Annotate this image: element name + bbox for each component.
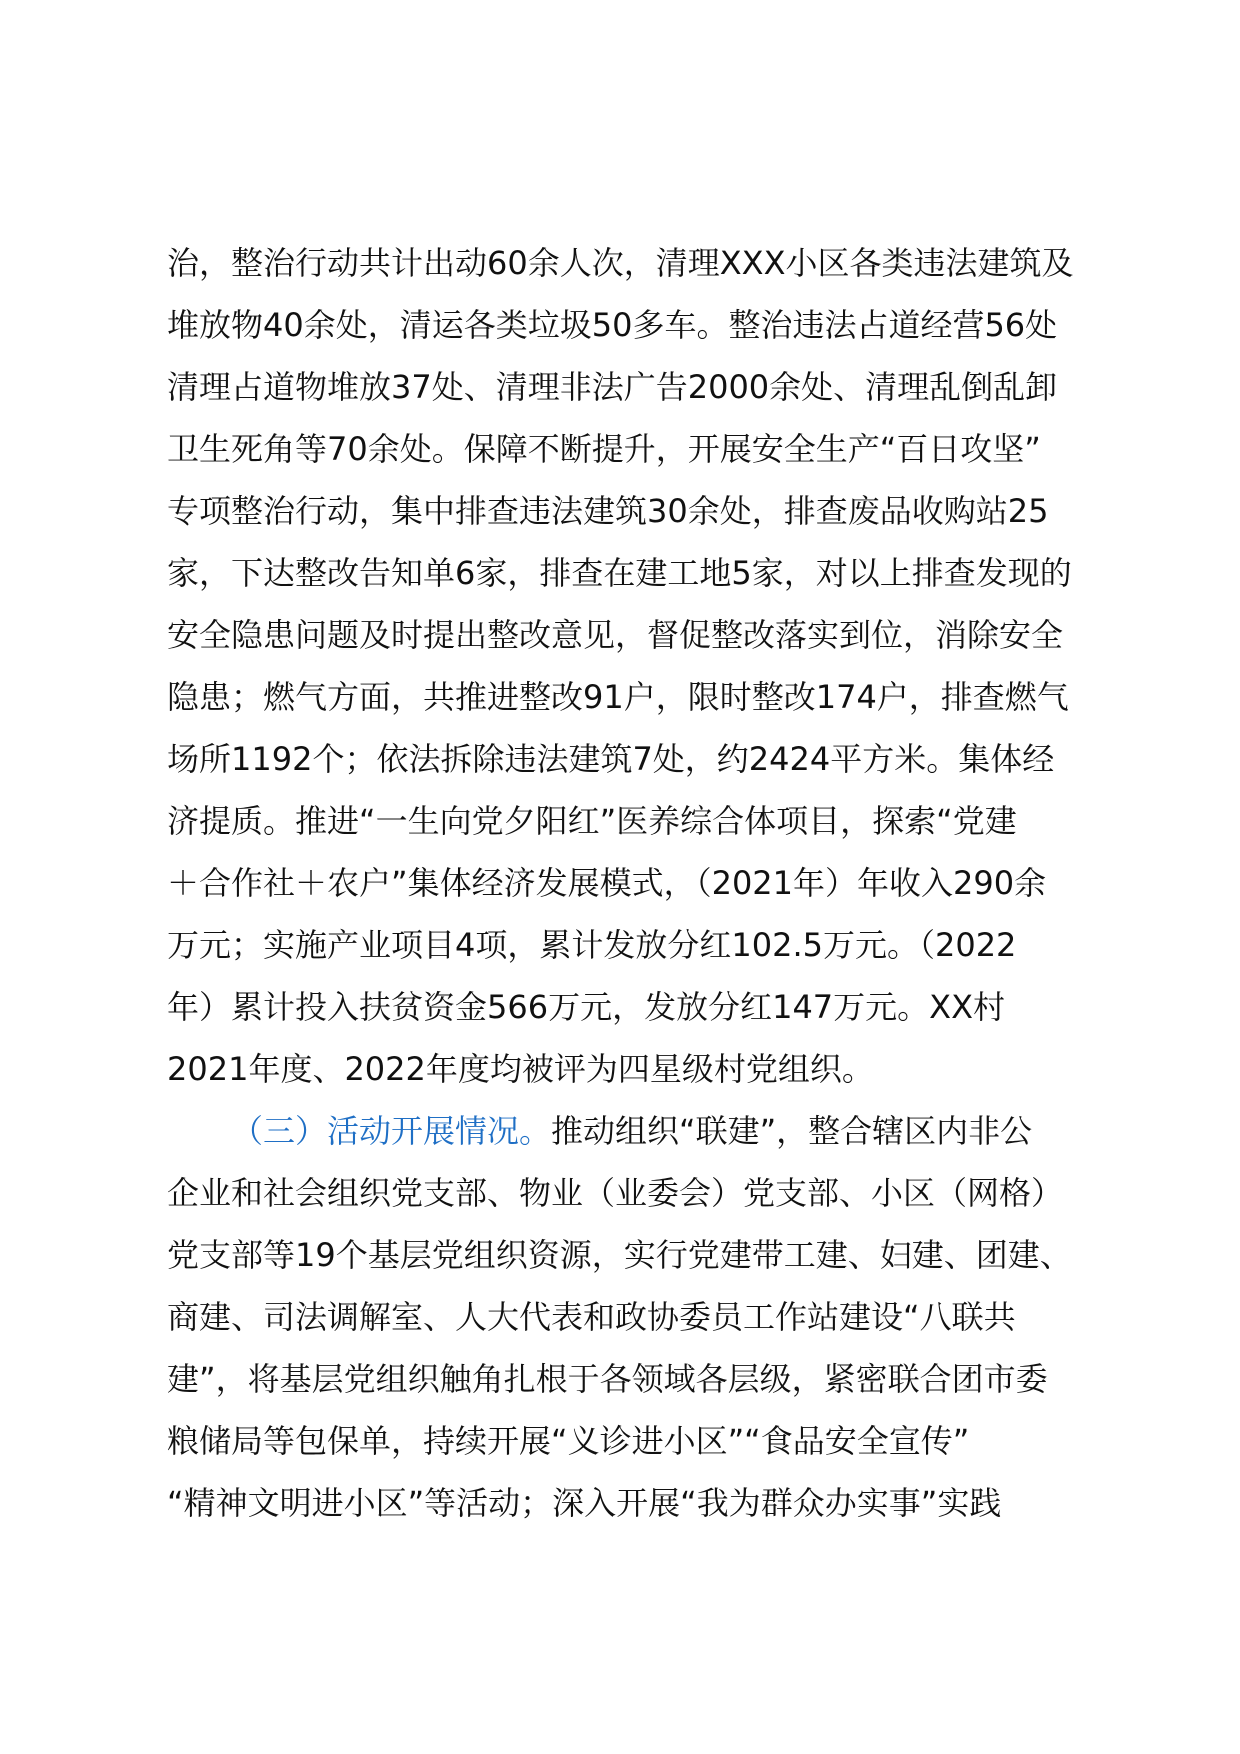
section-3-first-line [167, 1100, 1127, 1162]
paragraph-line: 堆放物40余处，清运各类垃圾50多车。整治违法占道经营56处 [167, 306, 1058, 344]
paragraph-line: 治，整治行动共计出动60余人次，清理XXX小区各类违法建筑及 [167, 244, 1074, 282]
paragraph-line: 济提质。推进“一生向党夕阳红”医养综合体项目，探索“党建 [167, 802, 1017, 840]
paragraph-line: 安全隐患问题及时提出整改意见，督促整改落实到位，消除安全 [167, 616, 1064, 654]
paragraph-line: 商建、司法调解室、人大代表和政协委员工作站建设“八联共 [167, 1298, 1016, 1336]
paragraph-line: “精神文明进小区”等活动；深入开展“我为群众办实事”实践 [167, 1484, 1002, 1522]
paragraph-line: 建”，将基层党组织触角扎根于各领域各层级，紧密联合团市委 [167, 1360, 1048, 1398]
paragraph-line: ＋合作社＋农户”集体经济发展模式，（2021年）年收入290余 [167, 864, 1047, 902]
paragraph-line: 隐患；燃气方面，共推进整改91户，限时整改174户，排查燃气 [167, 678, 1069, 716]
paragraph-line: 卫生死角等70余处。保障不断提升，开展安全生产“百日攻坚” [167, 430, 1041, 468]
paragraph-line: 年）累计投入扶贫资金566万元，发放分红147万元。XX村 [167, 988, 1006, 1026]
section-3-first-line-text: 推动组织“联建”，整合辖区内非公 [551, 1112, 1033, 1150]
paragraph-line: 2021年度、2022年度均被评为四星级村党组织。 [167, 1050, 874, 1088]
body-text [167, 232, 1127, 1534]
paragraph-line: 家，下达整改告知单6家，排查在建工地5家，对以上排查发现的 [167, 554, 1072, 592]
paragraph-line: 粮储局等包保单，持续开展“义诊进小区”“食品安全宣传” [167, 1422, 970, 1460]
paragraph-line: 场所1192个；依法拆除违法建筑7处，约2424平方米。集体经 [167, 740, 1055, 778]
paragraph-line: 专项整治行动，集中排查违法建筑30余处，排查废品收购站25 [167, 492, 1049, 530]
paragraph-line: 清理占道物堆放37处、清理非法广告2000余处、清理乱倒乱卸 [167, 368, 1058, 406]
paragraph-line: 企业和社会组织党支部、物业（业委会）党支部、小区（网格） [167, 1174, 1064, 1212]
paragraph-line: 万元；实施产业项目4项，累计发放分红102.5万元。（2022 [167, 926, 1017, 964]
paragraph-line: 党支部等19个基层党组织资源，实行党建带工建、妇建、团建、 [167, 1236, 1072, 1274]
section-3-heading: （三）活动开展情况。 [231, 1112, 552, 1150]
